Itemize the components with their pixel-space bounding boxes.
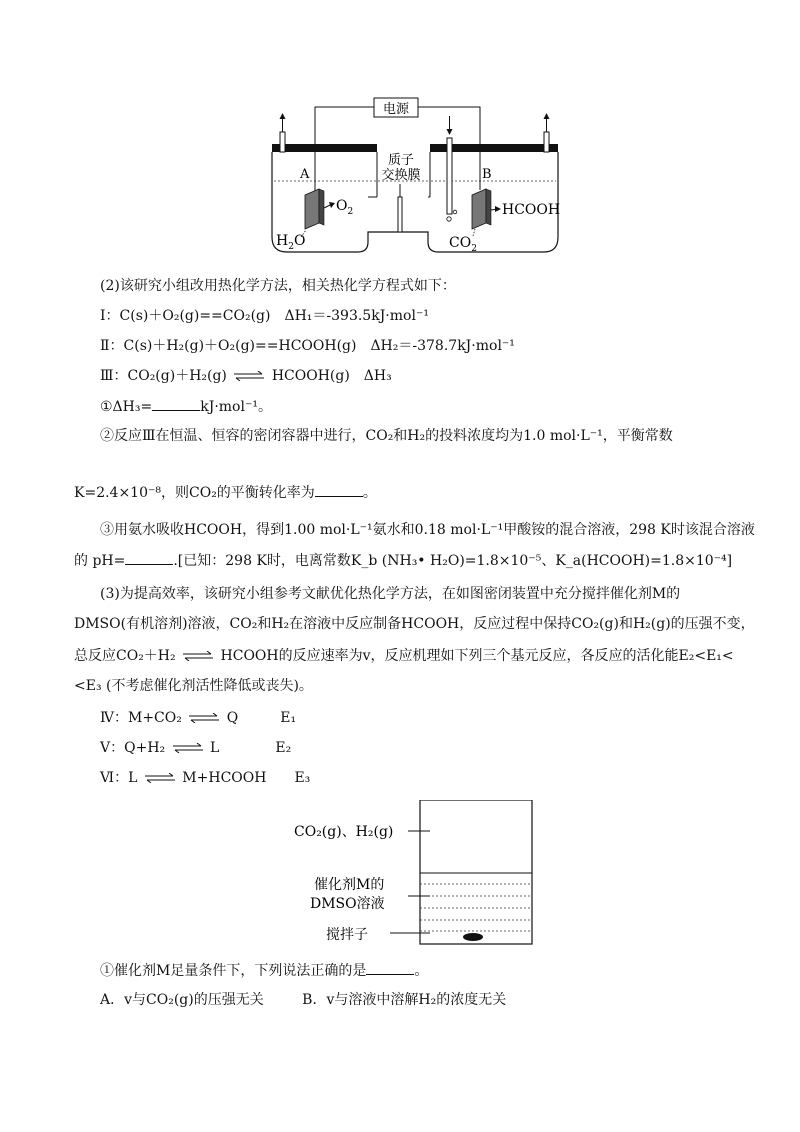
question-3-1-text: ①催化剂M足量条件下，下列说法正确的是	[100, 963, 367, 979]
part3-line3-a: 总反应CO₂＋H₂	[74, 648, 176, 664]
question-2-2-end: 。	[362, 485, 377, 501]
question-2-3-line2	[74, 550, 732, 571]
equation-3-left: Ⅲ：CO₂(g)＋H₂(g)	[100, 368, 227, 384]
part3-line3	[74, 646, 734, 666]
electrode-b-label: B	[482, 167, 492, 182]
equation-3	[100, 366, 392, 386]
part3-line3-b: HCOOH的反应速率为v，反应机理如下列三个基元反应，各反应的活化能E₂<E₁<	[220, 648, 734, 664]
stir-bar-icon	[463, 933, 483, 941]
co2-inlet-tube	[447, 138, 452, 214]
catalyst-label-1: 催化剂M的	[314, 877, 385, 893]
question-2-1-text: ①ΔH₃=	[100, 399, 153, 415]
question-3-1	[100, 960, 428, 981]
proton-exchange-membrane	[398, 197, 402, 232]
option-a[interactable]: A．v与CO₂(g)的压强无关	[100, 992, 264, 1008]
answer-blank[interactable]	[315, 482, 363, 497]
equation-3-right: HCOOH(g) ΔH₃	[271, 368, 392, 384]
reaction-4	[100, 708, 296, 728]
question-2-2-line1: ②反应Ⅲ在恒温、恒容的密闭容器中进行，CO₂和H₂的投料浓度均为1.0 mol·L⁻¹，平衡常数	[100, 428, 673, 444]
reaction-5-right: L E₂	[210, 740, 292, 756]
electrolysis-diagram	[268, 92, 568, 258]
reaction-5-left: Ⅴ：Q+H₂	[100, 740, 166, 756]
part3-line1: (3)为提高效率，该研究小组参考文献优化热化学方法，在如图密闭装置中充分搅拌催化剂M的	[100, 586, 681, 602]
reaction-4-right: Q E₁	[226, 710, 297, 726]
sealed-vessel	[420, 800, 532, 944]
reaction-5	[100, 738, 291, 758]
stirrer-label: 搅拌子	[326, 927, 368, 943]
equation-1: Ⅰ：C(s)＋O₂(g)==CO₂(g) ΔH₁＝-393.5kJ·mol⁻¹	[100, 308, 429, 324]
hcooh-label: HCOOH	[502, 202, 561, 218]
equation-2: Ⅱ：C(s)＋H₂(g)＋O₂(g)==HCOOH(g) ΔH₂＝-378.7kJ·mol⁻¹	[100, 338, 515, 354]
question-2-3-text: 的 pH=	[74, 553, 126, 569]
part2-intro: (2)该研究小组改用热化学方法，相关热化学方程式如下：	[100, 278, 456, 294]
reactor-diagram	[290, 800, 550, 950]
h2o-label: $H_2O$	[276, 233, 306, 252]
power-source-label: 电源	[382, 102, 410, 117]
answer-blank[interactable]	[125, 550, 173, 565]
electrode-b	[472, 189, 486, 229]
options-row	[100, 990, 506, 1010]
gas-label: CO₂(g)、H₂(g)	[294, 824, 394, 840]
equilibrium-arrow-icon	[145, 773, 175, 783]
equilibrium-arrow-icon	[183, 651, 213, 661]
membrane-label-1: 质子	[387, 153, 415, 168]
membrane-label-2: 交换膜	[381, 168, 421, 183]
reaction-6	[100, 768, 310, 788]
question-2-3-line1: ③用氨水吸收HCOOH，得到1.00 mol·L⁻¹氨水和0.18 mol·L⁻¹甲酸铵的混合溶液，298 K时该混合溶液	[100, 522, 755, 538]
question-2-3-known: .[已知：298 K时，电离常数K_b (NH₃• H₂O)=1.8×10⁻⁵、K_a(HCOOH)=1.8×10⁻⁴]	[173, 553, 733, 569]
question-2-1-unit: kJ·mol⁻¹。	[200, 399, 272, 415]
part3-line4: <E₃ (不考虑催化剂活性降低或丧失)。	[74, 678, 313, 694]
answer-blank[interactable]	[152, 396, 200, 411]
equilibrium-arrow-icon	[173, 743, 203, 753]
electrode-a	[305, 189, 319, 229]
equilibrium-arrow-icon	[234, 371, 264, 381]
co2-label: $CO_2$	[449, 235, 477, 254]
question-3-1-end: 。	[414, 963, 429, 979]
o2-label: $O_2$	[336, 198, 354, 217]
equilibrium-arrow-icon	[189, 713, 219, 723]
question-2-2-text: K=2.4×10⁻⁸，则CO₂的平衡转化率为	[74, 485, 315, 501]
catalyst-label-2: DMSO溶液	[310, 896, 385, 912]
question-2-2-line2	[74, 482, 377, 503]
reaction-6-left: Ⅵ：L	[100, 770, 138, 786]
reaction-6-right: M+HCOOH E₃	[182, 770, 311, 786]
option-b[interactable]: B．v与溶液中溶解H₂的浓度无关	[302, 992, 507, 1008]
question-2-1	[100, 396, 272, 417]
part3-line2: DMSO(有机溶剂)溶液，CO₂和H₂在溶液中反应制备HCOOH，反应过程中保持CO₂(g)和H₂(g)的压强不变，	[74, 616, 755, 632]
answer-blank[interactable]	[366, 960, 414, 975]
reaction-4-left: Ⅳ：M+CO₂	[100, 710, 182, 726]
electrode-a-label: A	[300, 167, 310, 182]
